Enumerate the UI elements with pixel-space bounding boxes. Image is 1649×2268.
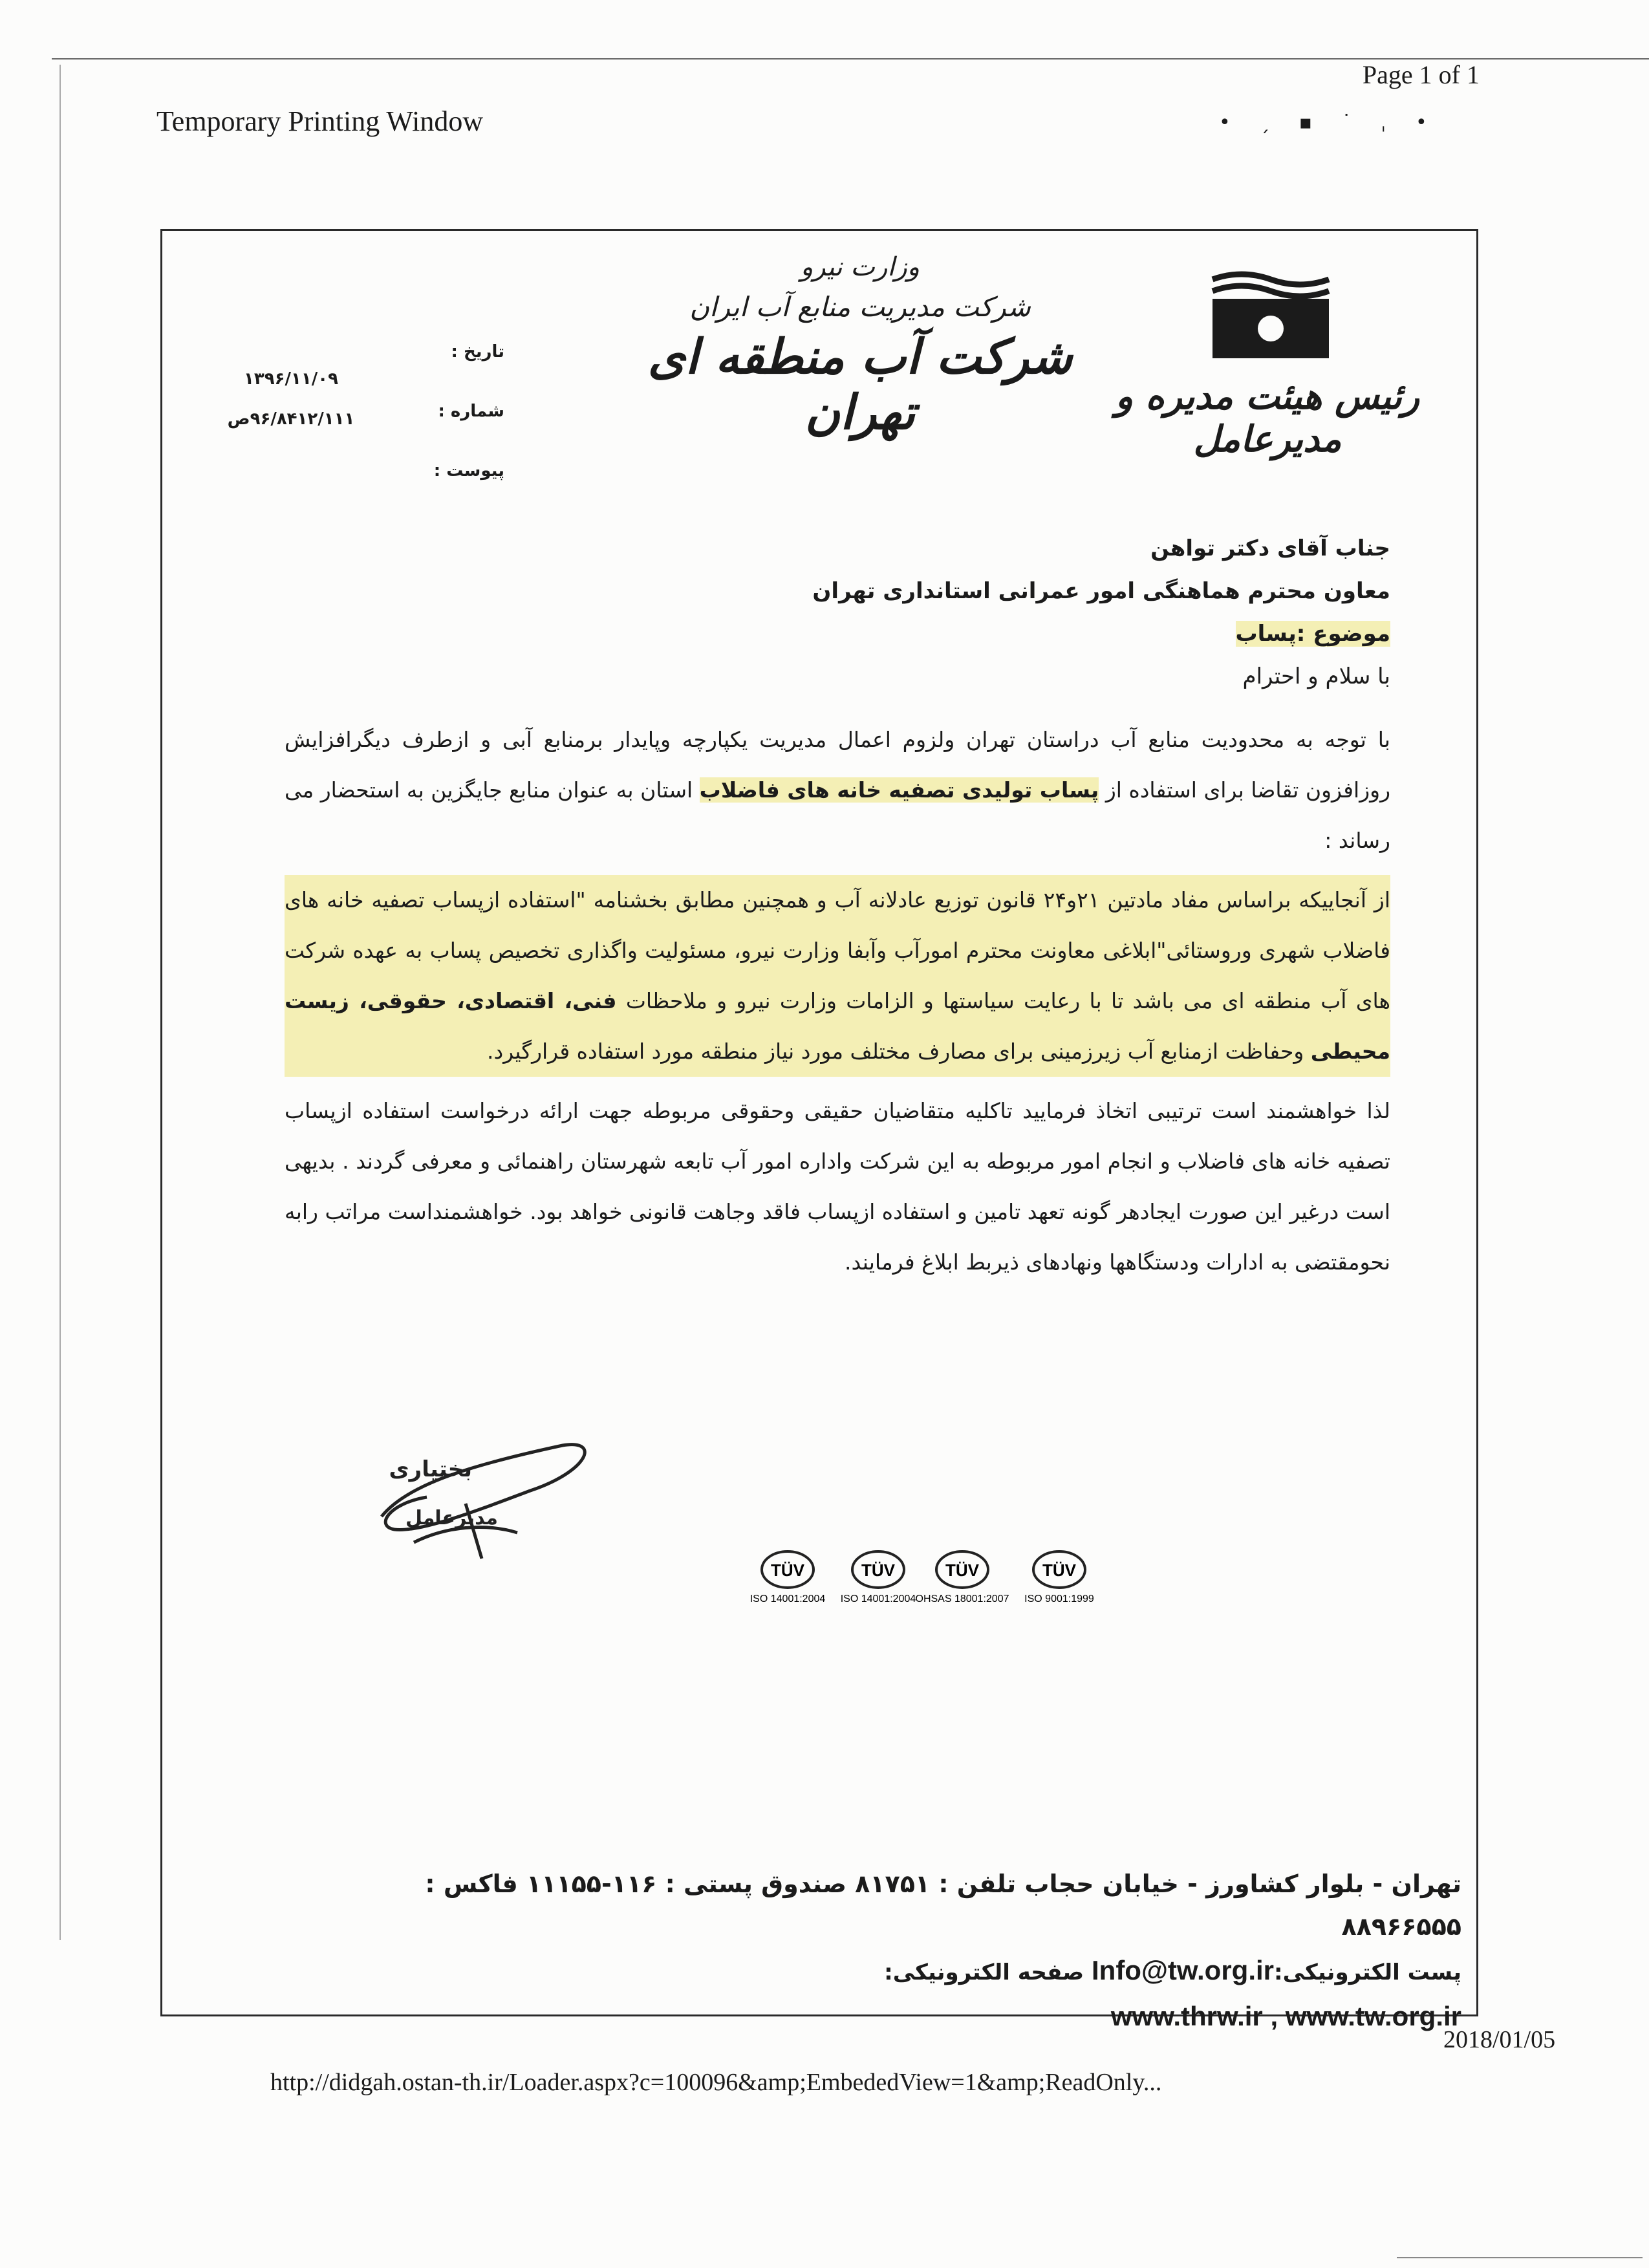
certification-badge [1024,1551,1094,1604]
parent-company: شرکت مدیریت منابع آب ایران [689,291,1031,323]
svg-text:مدیرعامل: مدیرعامل [405,1507,498,1529]
recipient-name: جناب آقای دکتر تواهن [1150,535,1390,561]
date-label: تاریخ : [451,342,504,362]
subject-text: موضوع :پساب [1235,621,1390,647]
page-left-rule [59,65,61,1940]
company-name: شرکت آب منطقه ای تهران [647,329,1073,440]
signature-scribble [369,1420,608,1568]
email-link[interactable]: Info@tw.org.ir [1092,1955,1275,1985]
certification-code: ISO 14001:2004 [840,1593,916,1604]
letter-paragraphs [285,715,1390,1288]
letter-date: ۱۳۹۶/۱۱/۰۹ [244,369,338,389]
subject-line [285,612,1390,655]
paragraph-3: لذا خواهشمند است ترتیبی اتخاذ فرمایید تاکلیه متقاضیان حقیقی وحقوقی مربوطه جهت ارائه درخواست استفاده ازپساب تصفیه خانه های فاضلاب و انجام امور مربوطه به این شرکت واداره امور آب تابعه شهرستان راهنمائی و معرفی گردند . بدیهی است درغیر این صورت ایجادهر گونه تعهد تامین و استفاده ازپساب فاقد وجاهت قانونی خواهد بود. خواهشمنداست مراتب رابه نحومقتضی به ادارات ودستگاهها ونهادهای ذیربط ابلاغ فرمایند. [285,1098,1390,1275]
certification-badge [841,1551,916,1604]
meta-labels [427,322,504,501]
recipient-title: معاون محترم هماهنگی امور عمرانی استانداری تهران [812,578,1390,604]
paragraph-1: با توجه به محدودیت منابع آب دراستان تهران ولزوم اعمال مدیریت یکپارچه وپایدار برمنابع آبی و ازطرف دیگرافزایش روزافزون تقاضا برای استفاده از پساب تولیدی تصفیه خانه های فاضلاب استان به عنوان منابع جایگزین به استحضار می رساند : [285,727,1391,853]
attachment-label: پیوست : [433,461,504,481]
page-indicator: Page 1 of 1 [1362,60,1480,89]
company-logo [1206,265,1335,362]
number-label: شماره : [438,402,504,421]
ministry-name: وزارت نیرو [800,252,920,282]
footer-address: تهران - بلوار کشاورز - خیابان حجاب تلفن : ۸۱۷۵۱ صندوق پستی : ۱۱۶-۱۱۱۵۵ فاکس : ۸۸۹۶۶۵۵۵ [425,1870,1461,1941]
paragraph-2: از آنجاییکه براساس مفاد مادتین ۲۱و۲۴ قانون توزیع عادلانه آب و همچنین مطابق بخشنامه "استفاده ازپساب تصفیه خانه های فاضلاب شهری وروستائی"ابلاغی معاونت محترم امورآب وآبفا وزارت نیرو، مسئولیت واگذاری تخصیص پساب به عهده شرکت های آب منطقه ای می باشد تا با رعایت سیاستها و الزامات وزارت نیرو و ملاحظات فنی، اقتصادی، حقوقی، زیست محیطی وحفاظت ازمنابع آب زیرزمینی برای مصارف مختلف مورد نیاز منطقه مورد استفاده قرارگیرد. [285,875,1390,1077]
certification-mark: TÜV [861,1561,895,1580]
certification-badge [916,1551,1009,1604]
email-label: پست الکترونیکی: [1274,1960,1461,1985]
certification-mark: TÜV [945,1561,979,1580]
scan-dot-marks: • ˏ ▪ ˙ ˌ • [1219,111,1439,134]
letterhead-center [647,252,1073,440]
svg-text:بختیاری: بختیاری [389,1456,472,1482]
certification-badge [750,1551,825,1604]
certification-mark: TÜV [771,1561,804,1580]
highlight-wastewater: پساب تولیدی تصفیه خانه های فاضلاب [699,777,1099,803]
certification-code: ISO 14001:2004 [750,1593,826,1604]
signer-title: رئیس هیئت مدیره و مدیرعامل [1116,375,1419,460]
source-url[interactable]: http://didgah.ostan-th.ir/Loader.aspx?c=100096&amp;EmbededView=1&amp;ReadOnly... [270,2069,1162,2096]
letter-body [285,527,1390,1288]
certification-badges [750,1549,1138,1607]
website-links[interactable]: www.thrw.ir , www.tw.org.ir [1110,2001,1461,2031]
meta-values [220,359,362,439]
letter-number: ۹۶/۸۴۱۲/۱۱۱ص [227,409,355,429]
certification-mark: TÜV [1042,1561,1076,1580]
letterhead-footer [375,1863,1461,2039]
certification-code: OHSAS 18001:2007 [915,1593,1009,1604]
highlight-considerations: فنی، اقتصادی، حقوقی، زیست محیطی [285,988,1390,1064]
greeting: با سلام و احترام [1242,664,1390,689]
footer-email-line [375,1948,1461,1994]
certification-code: ISO 9001:1999 [1024,1593,1094,1604]
bottom-rule [1397,2257,1643,2258]
footer-web-line [375,1994,1461,2039]
web-label: صفحه الکترونیکی: [884,1960,1084,1985]
print-window-title: Temporary Printing Window [156,105,484,137]
print-date: 2018/01/05 [1443,2026,1556,2053]
